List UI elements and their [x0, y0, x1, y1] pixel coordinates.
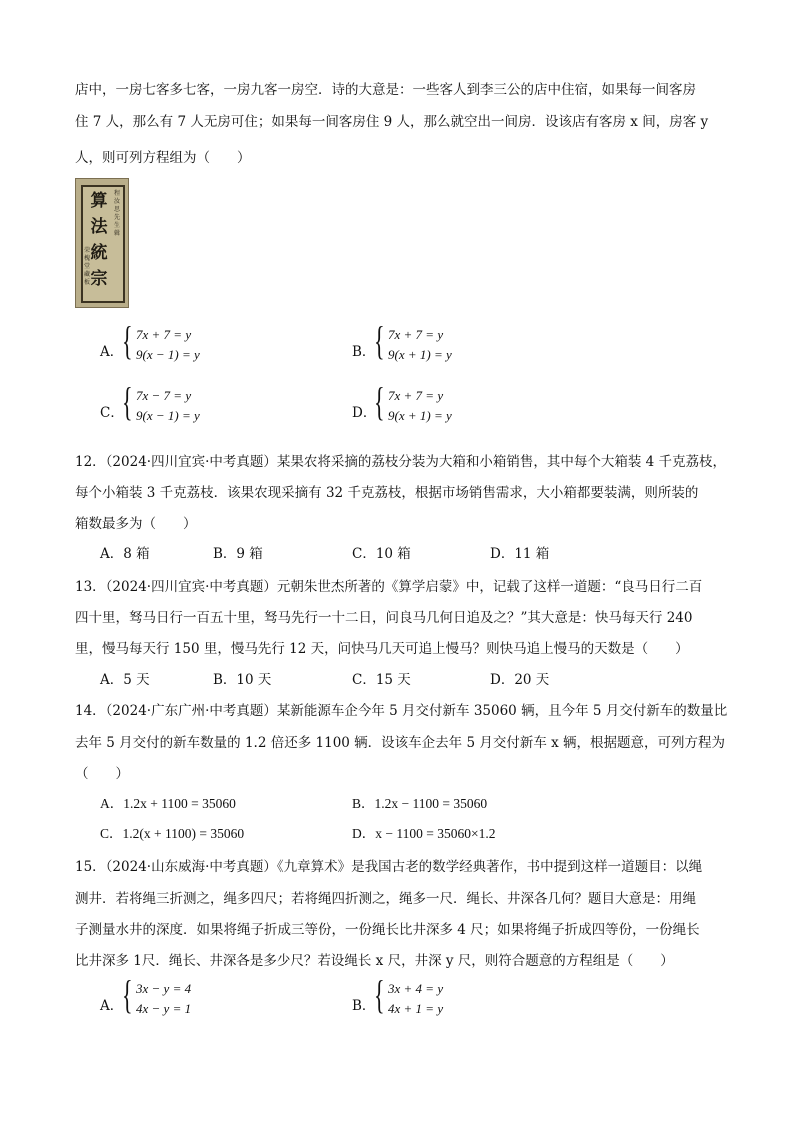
q13-text-line1: 13．（2024·四川宜宾·中考真题）元朝朱世杰所著的《算学启蒙》中，记载了这样一道题：“良马日行二百	[75, 579, 703, 595]
q13-option-a: A．5 天	[100, 672, 150, 688]
q11-option-b-label: B．	[352, 344, 376, 360]
q11-option-d-system: { 7x + 7 = y 9(x + 1) = y	[374, 379, 452, 424]
q12-option-d: D．11 箱	[490, 546, 550, 562]
book-title-char-1: 算	[90, 191, 108, 211]
q12-option-c: C．10 箱	[352, 546, 411, 562]
q11-option-a-label: A．	[100, 344, 124, 360]
q11-option-d-label: D．	[352, 405, 377, 421]
q15-option-b-label: B．	[352, 998, 376, 1014]
q13-text-line3: 里，慢马每天行 150 里，慢马先行 12 天，问快马几天可追上慢马？则快马追上慢马的天数是（ ）	[75, 641, 689, 657]
q15-text-line4: 比井深多 1尺．绳长、井深各是多少尺？若设绳长 x 尺，井深 y 尺，则符合题意的方程组是（ ）	[75, 953, 674, 969]
q14-option-a: A．1.2x + 1100 = 35060	[100, 796, 236, 811]
q15-option-a-label: A．	[100, 998, 124, 1014]
q14-text-line2: 去年 5 月交付的新车数量的 1.2 倍还多 1100 辆．设该车企去年 5 月交付新车 x 辆，根据题意，可列方程为	[75, 735, 726, 751]
q14-option-c: C．1.2(x + 1100) = 35060	[100, 826, 245, 841]
q14-option-d: D．x − 1100 = 35060×1.2	[352, 826, 496, 841]
q11-option-c-label: C．	[100, 405, 124, 421]
book-side-text-left: 荣槐堂藏板	[83, 247, 90, 286]
q14-text-line3: （ ）	[75, 766, 129, 782]
q12-text-line2: 每个小箱装 3 千克荔枝．该果农现采摘有 32 千克荔枝，根据市场销售需求，大小箱都要装满，则所装的	[75, 485, 699, 501]
q12-text-line1: 12．（2024·四川宜宾·中考真题）某果农将采摘的荔枝分装为大箱和小箱销售，其中每个大箱装 4 千克荔枝，	[75, 454, 727, 470]
q12-text-line3: 箱数最多为（ ）	[75, 516, 197, 532]
q15-text-line2: 测井．若将绳三折测之，绳多四尺；若将绳四折测之，绳多一尺．绳长、井深各几何？题目大意是：用绳	[75, 891, 696, 907]
q15-text-line3: 子测量水井的深度．如果将绳子折成三等份，一份绳长比井深多 4 尺；如果将绳子折成四等份，一份绳长	[75, 922, 700, 938]
q14-option-b: B．1.2x − 1100 = 35060	[352, 796, 488, 811]
q15-text-line1: 15．（2024·山东威海·中考真题）《九章算术》是我国古老的数学经典著作，书中提到这样一道题目：以绳	[75, 859, 703, 875]
q11-option-c-system: { 7x − 7 = y 9(x − 1) = y	[122, 379, 200, 424]
book-title-char-4: 宗	[90, 269, 108, 289]
q15-option-a-system: { 3x − y = 4 4x − y = 1	[122, 972, 192, 1017]
q15-option-b-system: { 3x + 4 = y 4x + 1 = y	[374, 972, 444, 1017]
q12-option-a: A．8 箱	[100, 546, 150, 562]
q13-option-c: C．15 天	[352, 672, 411, 688]
q13-text-line2: 四十里，驽马日行一百五十里，驽马先行一十二日，问良马几何日追及之？”其大意是：快马每天行 240	[75, 610, 693, 626]
book-title-char-3: 統	[90, 243, 108, 263]
q13-option-d: D．20 天	[490, 672, 550, 688]
q11-text-line1: 店中，一房七客多七客，一房九客一房空．诗的大意是：一些客人到李三公的店中住宿，如果每一间客房	[75, 82, 696, 98]
q11-text-line3: 人，则可列方程组为（ ）	[75, 150, 251, 166]
book-side-text-right: 程汝思先生辑	[113, 190, 120, 237]
q11-text-line2: 住 7 人，那么有 7 人无房可住；如果每一间客房住 9 人，那么就空出一间房．设该店有客房 x 间，房客 y	[75, 114, 709, 130]
q13-option-b: B．10 天	[213, 672, 272, 688]
q11-option-b-system: { 7x + 7 = y 9(x + 1) = y	[374, 318, 452, 363]
q14-text-line1: 14．（2024·广东广州·中考真题）某新能源车企今年 5 月交付新车 35060 辆，且今年 5 月交付新车的数量比	[75, 703, 728, 719]
q11-option-a-system: { 7x + 7 = y 9(x − 1) = y	[122, 318, 200, 363]
book-cover-image	[75, 178, 129, 308]
q12-option-b: B．9 箱	[213, 546, 263, 562]
book-title-char-2: 法	[90, 217, 108, 237]
